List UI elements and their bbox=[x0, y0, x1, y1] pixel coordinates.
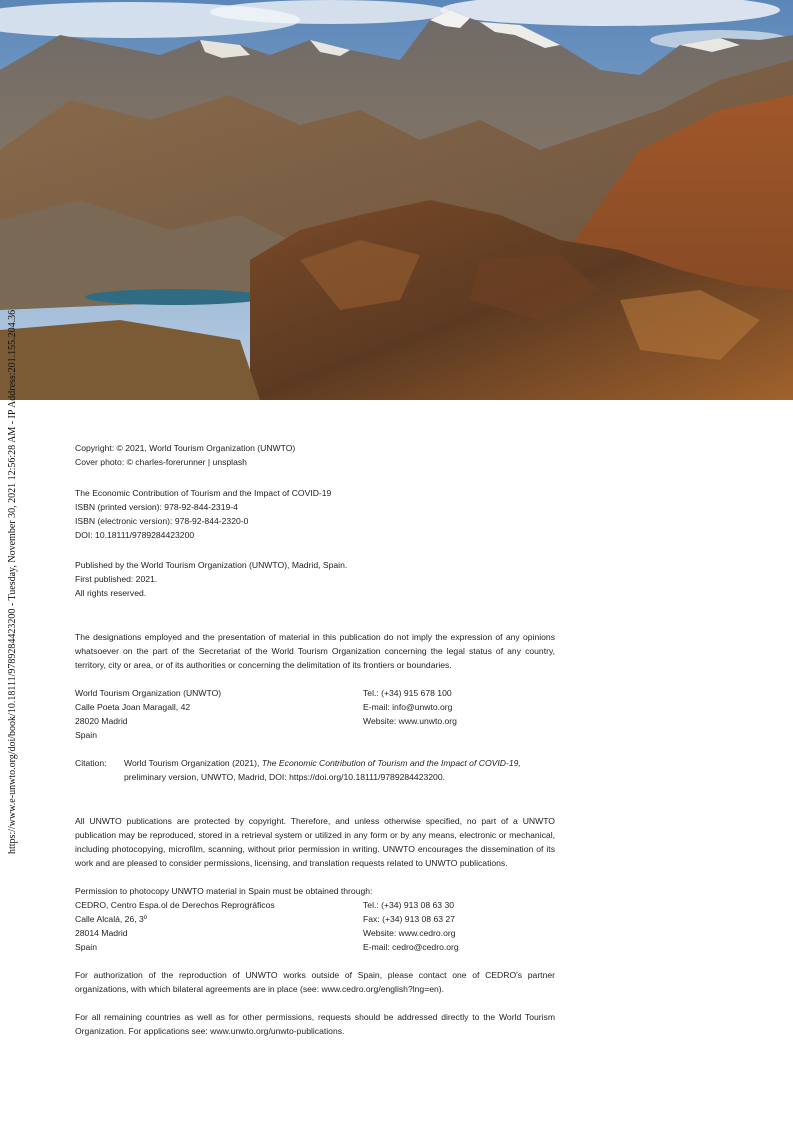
rights-paragraph: All UNWTO publications are protected by copyright. Therefore, and unless otherwise specified, no part of a UNWTO publication may be reproduced, stored in a retrieval system or utilized in any form or by any means, electronic or mechanical, including photocopying, microfilm, scanning, without prior permission in writing. UNWTO encourages the dissemination of its work and are pleased to consider permissions, licensing, and translation requests related to UNWTO publications. bbox=[75, 816, 555, 868]
unwto-name: World Tourism Organization (UNWTO) bbox=[75, 688, 222, 698]
other-countries-paragraph: For all remaining countries as well as for other permissions, requests should be addressed directly to the World Tourism Organization. For applications see: www.unwto.org/unwto-publications. bbox=[75, 1012, 555, 1036]
unwto-contact bbox=[75, 686, 555, 742]
doi: DOI: 10.18111/9789284423200 bbox=[75, 530, 195, 540]
copyright-block bbox=[75, 441, 555, 469]
publisher-line: Published by the World Tourism Organization (UNWTO), Madrid, Spain. bbox=[75, 560, 348, 570]
cedro-country: Spain bbox=[75, 942, 97, 952]
citation-suffix[interactable]: preliminary version, UNWTO, Madrid, DOI: https://doi.org/10.18111/9789284423200. bbox=[124, 772, 445, 782]
cedro-name: CEDRO, Centro Espa.ol de Derechos Reprográficos bbox=[75, 900, 275, 910]
publisher-block bbox=[75, 558, 555, 600]
citation-label: Citation: bbox=[75, 758, 107, 768]
cedro-email[interactable]: E-mail: cedro@cedro.org bbox=[363, 942, 459, 952]
mountain-landscape-photo bbox=[0, 0, 793, 400]
first-published: First published: 2021. bbox=[75, 574, 158, 584]
imprint-content bbox=[75, 441, 555, 1038]
outside-spain-paragraph: For authorization of the reproduction of UNWTO works outside of Spain, please contact one of CEDRO's partner organizations, with which bilateral agreements are in place (see: www.cedro.org/english?lng=en). bbox=[75, 970, 555, 994]
disclaimer-paragraph: The designations employed and the presentation of material in this publication do not imply the expression of any opinions whatsoever on the part of the Secretariat of the World Tourism Organization concerning the legal status of any country, territory, city or area, or of its authorities or concerning the delimitation of its frontiers or boundaries. bbox=[75, 632, 555, 670]
isbn-print: ISBN (printed version): 978-92-844-2319-4 bbox=[75, 502, 238, 512]
citation-prefix: World Tourism Organization (2021), bbox=[124, 758, 262, 768]
unwto-street: Calle Poeta Joan Maragall, 42 bbox=[75, 702, 191, 712]
rights-reserved: All rights reserved. bbox=[75, 588, 147, 598]
unwto-tel: Tel.: (+34) 915 678 100 bbox=[363, 688, 452, 698]
publication-title: The Economic Contribution of Tourism and the Impact of COVID-19 bbox=[75, 488, 332, 498]
cedro-tel: Tel.: (+34) 913 08 63 30 bbox=[363, 900, 455, 910]
isbn-electronic: ISBN (electronic version): 978-92-844-2320-0 bbox=[75, 516, 249, 526]
publication-block bbox=[75, 486, 555, 542]
cedro-city: 28014 Madrid bbox=[75, 928, 128, 938]
download-watermark: https://www.e-unwto.org/doi/book/10.18111/9789284423200 - Tuesday, November 30, 2021 12:56:28 AM - IP Address:201.155.204.36 bbox=[7, 309, 18, 854]
unwto-website[interactable]: Website: www.unwto.org bbox=[363, 716, 457, 726]
cedro-intro: Permission to photocopy UNWTO material in Spain must be obtained through: bbox=[75, 886, 373, 896]
cedro-website[interactable]: Website: www.cedro.org bbox=[363, 928, 456, 938]
cover-photo-credit: Cover photo: © charles-forerunner | unsplash bbox=[75, 457, 247, 467]
citation-title: The Economic Contribution of Tourism and the Impact of COVID-19, bbox=[261, 758, 521, 768]
unwto-email[interactable]: E-mail: info@unwto.org bbox=[363, 702, 453, 712]
cedro-street: Calle Alcalá, 26, 3º bbox=[75, 914, 147, 924]
cedro-fax: Fax: (+34) 913 08 63 27 bbox=[363, 914, 455, 924]
unwto-city: 28020 Madrid bbox=[75, 716, 128, 726]
citation bbox=[75, 756, 555, 784]
cedro-block bbox=[75, 884, 555, 954]
cover-photo bbox=[0, 0, 793, 400]
unwto-country: Spain bbox=[75, 730, 97, 740]
copyright-line: Copyright: © 2021, World Tourism Organization (UNWTO) bbox=[75, 443, 296, 453]
citation-text bbox=[124, 756, 555, 784]
